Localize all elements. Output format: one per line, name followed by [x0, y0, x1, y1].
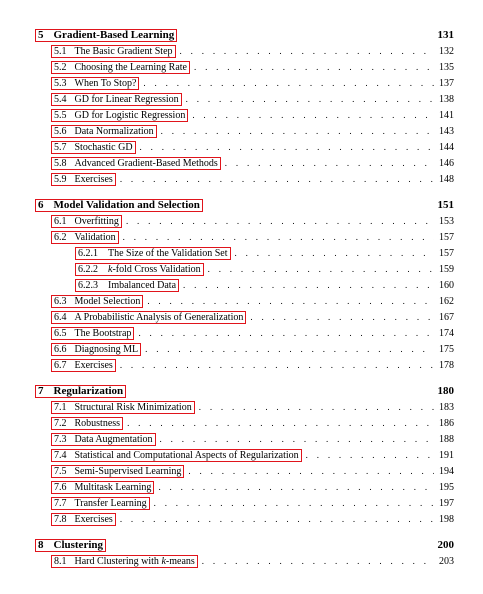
toc-page-number: 175: [439, 344, 454, 355]
toc-section-row: [51, 231, 454, 244]
toc-page-number: 157: [439, 248, 454, 259]
toc-section-row: [51, 555, 454, 568]
toc-entry-number: 8.1: [54, 556, 67, 567]
dot-leader: [250, 312, 434, 322]
toc-page-number: 146: [439, 158, 454, 169]
toc-entry-title: k-fold Cross Validation: [108, 264, 201, 275]
toc-entry-number: 5.6: [54, 126, 67, 137]
toc-section-row: [51, 125, 454, 138]
toc-section-row: [51, 109, 454, 122]
toc-entry-title: Validation: [74, 232, 116, 243]
toc-entry-title: A Probabilistic Analysis of Generalization: [74, 312, 244, 323]
toc-entry-number: 6.1: [54, 216, 67, 227]
dot-leader: [160, 434, 434, 444]
toc-entry-title: Semi-Supervised Learning: [74, 466, 182, 477]
toc-entry-number: 7.2: [54, 418, 67, 429]
toc-link[interactable]: [35, 199, 203, 212]
toc-link[interactable]: [75, 279, 179, 292]
dot-leader: [192, 110, 434, 120]
toc-entry-title: Exercises: [74, 174, 113, 185]
toc-page-number: 162: [439, 296, 454, 307]
dot-leader: [235, 248, 434, 258]
toc-link[interactable]: [51, 433, 156, 446]
toc-entry-title: The Basic Gradient Step: [74, 46, 173, 57]
toc-page-number: 151: [437, 199, 454, 211]
toc-page-number: 197: [439, 498, 454, 509]
toc-chapter-row: [35, 199, 454, 212]
toc-page-number: 131: [437, 29, 454, 41]
toc-entry-number: 7.5: [54, 466, 67, 477]
toc-entry-title: The Size of the Validation Set: [108, 248, 228, 259]
toc-section-row: [51, 465, 454, 478]
toc-page-number: 183: [439, 402, 454, 413]
toc-link[interactable]: [51, 497, 150, 510]
dot-leader: [126, 216, 434, 226]
toc-section-row: [51, 215, 454, 228]
dot-leader: [120, 360, 434, 370]
toc-page-number: 153: [439, 216, 454, 227]
toc-entry-number: 7.7: [54, 498, 67, 509]
toc-link[interactable]: [51, 173, 116, 186]
toc-entry-title: Exercises: [74, 514, 113, 525]
toc-subsection-row: [75, 247, 454, 260]
toc-entry-number: 6.6: [54, 344, 67, 355]
toc-entry-number: 6.3: [54, 296, 67, 307]
toc-section-row: [51, 449, 454, 462]
toc-entry-number: 7: [38, 385, 44, 397]
toc-chapter-row: [35, 539, 454, 552]
toc-subsection-row: [75, 279, 454, 292]
toc-link[interactable]: [51, 215, 122, 228]
toc-entry-title: Robustness: [74, 418, 121, 429]
toc-section-row: [51, 93, 454, 106]
toc-page-number: 135: [439, 62, 454, 73]
toc-section-row: [51, 157, 454, 170]
dot-leader: [154, 498, 434, 508]
toc-entry-number: 6.2.1: [78, 248, 98, 259]
dot-leader: [186, 94, 434, 104]
toc-entry-title: GD for Logistic Regression: [74, 110, 186, 121]
dot-leader: [145, 344, 434, 354]
dot-leader: [127, 418, 434, 428]
toc-section-row: [51, 401, 454, 414]
toc-page-number: 191: [439, 450, 454, 461]
toc-entry-number: 6.2.3: [78, 280, 98, 291]
toc-link[interactable]: [51, 311, 246, 324]
dot-leader: [208, 264, 434, 274]
toc-link[interactable]: [51, 231, 119, 244]
toc-link[interactable]: [35, 385, 126, 398]
toc-chapter-row: [35, 385, 454, 398]
dot-leader: [188, 466, 434, 476]
toc-link[interactable]: [51, 359, 116, 372]
toc-entry-number: 7.3: [54, 434, 67, 445]
toc-entry-number: 6.5: [54, 328, 67, 339]
toc-entry-number: 6: [38, 199, 44, 211]
toc-entry-title: Choosing the Learning Rate: [74, 62, 187, 73]
toc-link[interactable]: [51, 109, 188, 122]
toc-page-number: 148: [439, 174, 454, 185]
toc-entry-title: Stochastic GD: [74, 142, 133, 153]
toc-entry-title: Exercises: [74, 360, 113, 371]
toc-link[interactable]: [51, 125, 157, 138]
toc-entry-number: 5.4: [54, 94, 67, 105]
toc-page-number: 174: [439, 328, 454, 339]
toc-entry-number: 5.3: [54, 78, 67, 89]
toc-entry-title: Statistical and Computational Aspects of Regularization: [74, 450, 299, 461]
toc-page-number: 186: [439, 418, 454, 429]
toc-entry-number: 7.4: [54, 450, 67, 461]
dot-leader: [138, 328, 434, 338]
dot-leader: [120, 514, 434, 524]
toc-entry-number: 5.1: [54, 46, 67, 57]
toc-entry-number: 7.6: [54, 482, 67, 493]
toc-entry-number: 6.2.2: [78, 264, 98, 275]
toc-entry-title: Advanced Gradient-Based Methods: [74, 158, 218, 169]
toc-section-row: [51, 417, 454, 430]
toc-link[interactable]: [51, 417, 123, 430]
toc-page-number: 159: [439, 264, 454, 275]
toc-link[interactable]: [51, 481, 154, 494]
toc-link[interactable]: [51, 513, 116, 526]
toc-entry-number: 6.4: [54, 312, 67, 323]
toc-section-row: [51, 141, 454, 154]
dot-leader: [306, 450, 434, 460]
toc-page-number: 188: [439, 434, 454, 445]
dot-leader: [202, 556, 434, 566]
toc-entry-number: 6.7: [54, 360, 67, 371]
toc-section-row: [51, 295, 454, 308]
toc-page-number: 178: [439, 360, 454, 371]
toc-page-number: 144: [439, 142, 454, 153]
toc-section-row: [51, 311, 454, 324]
dot-leader: [123, 232, 434, 242]
toc-section-row: [51, 327, 454, 340]
toc-section-row: [51, 343, 454, 356]
toc-entry-title: Diagnosing ML: [74, 344, 139, 355]
dot-leader: [161, 126, 434, 136]
toc-entry-title: Imbalanced Data: [108, 280, 177, 291]
toc-entry-number: 7.1: [54, 402, 67, 413]
toc-page-number: 195: [439, 482, 454, 493]
toc-entry-title: Hard Clustering with k-means: [74, 556, 195, 567]
toc-page-number: 138: [439, 94, 454, 105]
dot-leader: [143, 78, 434, 88]
toc-section-row: [51, 61, 454, 74]
toc-section-row: [51, 45, 454, 58]
toc-page-number: 132: [439, 46, 454, 57]
toc-page-number: 143: [439, 126, 454, 137]
toc-entry-title: The Bootstrap: [74, 328, 132, 339]
toc-entry-title: Model Validation and Selection: [53, 199, 200, 211]
toc-section-row: [51, 77, 454, 90]
toc-entry-number: 7.8: [54, 514, 67, 525]
toc-page-number: 203: [439, 556, 454, 567]
toc-link[interactable]: [51, 93, 182, 106]
toc-link[interactable]: [51, 449, 302, 462]
toc-chapter-row: [35, 29, 454, 42]
toc-section-row: [51, 173, 454, 186]
toc-page-number: 194: [439, 466, 454, 477]
toc-entry-number: 5.8: [54, 158, 67, 169]
toc-entry-title: Transfer Learning: [74, 498, 147, 509]
toc-link[interactable]: [35, 29, 177, 42]
toc-link[interactable]: [51, 555, 198, 568]
toc-section-row: [51, 433, 454, 446]
toc-entry-title: Data Augmentation: [74, 434, 153, 445]
toc-entry-number: 5: [38, 29, 44, 41]
toc-link[interactable]: [51, 45, 176, 58]
toc-entry-number: 5.5: [54, 110, 67, 121]
toc-entry-number: 5.2: [54, 62, 67, 73]
toc-entry-title: Data Normalization: [74, 126, 154, 137]
toc-link[interactable]: [51, 465, 184, 478]
toc-entry-number: 6.2: [54, 232, 67, 243]
toc-link[interactable]: [51, 327, 134, 340]
toc-entry-number: 8: [38, 539, 44, 551]
toc-link[interactable]: [51, 343, 141, 356]
toc-section-row: [51, 513, 454, 526]
dot-leader: [140, 142, 434, 152]
toc-entry-number: 5.9: [54, 174, 67, 185]
toc-section-row: [51, 481, 454, 494]
toc-section-row: [51, 497, 454, 510]
toc-entry-title: Structural Risk Minimization: [74, 402, 192, 413]
dot-leader: [194, 62, 434, 72]
toc-entry-title: GD for Linear Regression: [74, 94, 179, 105]
dot-leader: [225, 158, 434, 168]
toc-entry-title: Model Selection: [74, 296, 141, 307]
toc-subsection-row: [75, 263, 454, 276]
toc-entry-title: Gradient-Based Learning: [53, 29, 175, 41]
toc-link[interactable]: [75, 263, 204, 276]
toc-page-number: 200: [437, 539, 454, 551]
toc-page-number: 167: [439, 312, 454, 323]
toc-entry-title: Clustering: [53, 539, 103, 551]
dot-leader: [183, 280, 434, 290]
toc-entry-title: Overfitting: [74, 216, 119, 227]
toc-page-number: 160: [439, 280, 454, 291]
toc-link[interactable]: [35, 539, 106, 552]
dot-leader: [147, 296, 434, 306]
toc-entry-number: 5.7: [54, 142, 67, 153]
toc-page-number: 157: [439, 232, 454, 243]
toc-link[interactable]: [51, 157, 221, 170]
toc-link[interactable]: [51, 61, 190, 74]
toc-page-number: 198: [439, 514, 454, 525]
dot-leader: [120, 174, 434, 184]
toc-link[interactable]: [75, 247, 231, 260]
toc-entry-title: Regularization: [53, 385, 124, 397]
toc-section-row: [51, 359, 454, 372]
toc-entry-title: When To Stop?: [74, 78, 137, 89]
dot-leader: [199, 402, 434, 412]
toc-page-number: 141: [439, 110, 454, 121]
toc-entry-title: Multitask Learning: [74, 482, 152, 493]
toc-page-number: 180: [437, 385, 454, 397]
toc-link[interactable]: [51, 401, 195, 414]
dot-leader: [180, 46, 434, 56]
dot-leader: [158, 482, 434, 492]
toc-link[interactable]: [51, 295, 143, 308]
toc-link[interactable]: [51, 77, 139, 90]
toc-link[interactable]: [51, 141, 136, 154]
toc-page-number: 137: [439, 78, 454, 89]
